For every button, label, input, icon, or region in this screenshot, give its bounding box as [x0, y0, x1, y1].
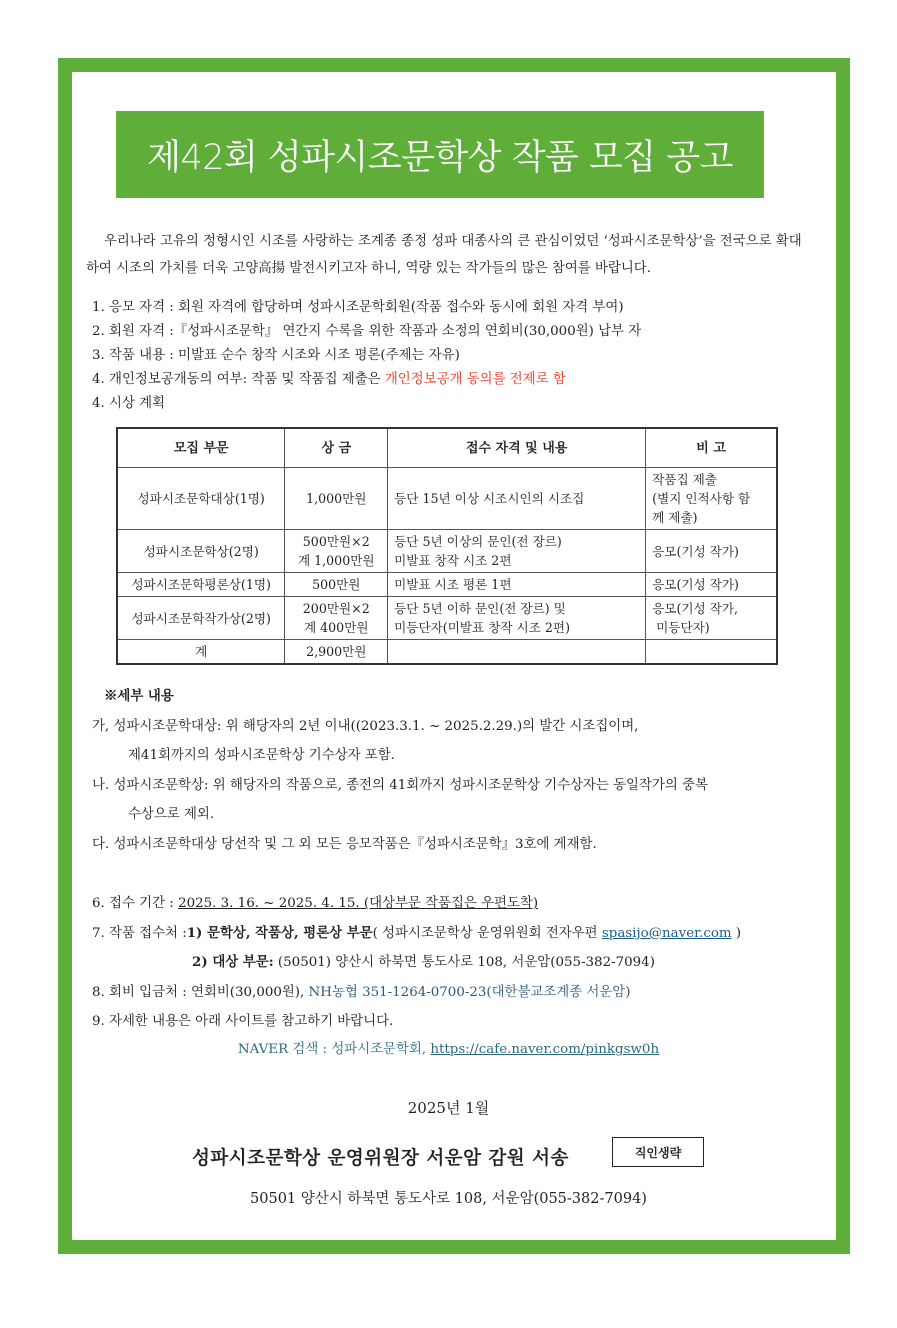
announcement-date: 2025년 1월: [407, 1099, 490, 1117]
period-value: 2025. 3. 16. ~ 2025. 4. 15. (대상부문 작품집은 우편도착): [178, 896, 539, 911]
detail-line: 다. 성파시조문학대상 당선작 및 그 외 모든 응모작품은『성파시조문학』3호에 게재함.: [92, 836, 597, 852]
cell-line: 등단 5년 이하 문인(전 장르) 및: [394, 601, 566, 616]
table-cell: 500만원: [285, 573, 388, 597]
address-line: 50501 양산시 하북면 통도사로 108, 서운암(055-382-7094): [250, 1191, 647, 1207]
cell-line: 계 1,000만원: [297, 553, 375, 568]
table-cell: [388, 640, 646, 665]
table-cell: [646, 640, 777, 665]
table-cell: 계: [117, 640, 285, 665]
table-cell: 응모(기성 작가): [646, 573, 777, 597]
info-line: 9. 자세한 내용은 아래 사이트를 참고하기 바랍니다.: [92, 1014, 394, 1029]
detail-line: 제41회까지의 성파시조문학상 기수상자 포함.: [128, 748, 395, 763]
submit-line-1: [92, 919, 741, 949]
table-cell: 성파시조문학평론상(1명): [117, 573, 285, 597]
cafe-link[interactable]: https://cafe.naver.com/pinkgsw0h: [430, 1042, 660, 1057]
submit-line-2: [92, 948, 741, 978]
detail-line: 수상으로 제외.: [128, 807, 215, 822]
table-cell: [285, 530, 388, 573]
submit-text: ( 성파시조문학상 운영위원회 전자우편: [372, 925, 602, 941]
cell-line: 미발표 창작 시조 2편: [394, 553, 512, 568]
detail-line: 나. 성파시조문학상: 위 해당자의 작품으로, 종전의 41회까지 성파시조문학상 기수상자는 동일작가의 중복: [92, 777, 708, 793]
period-line: [92, 889, 741, 919]
table-cell: 성파시조문학대상(1명): [117, 468, 285, 530]
table-row: [117, 573, 777, 597]
intro-paragraph: 우리나라 고유의 정형시인 시조를 사랑하는 조계종 종정 성파 대종사의 큰 관심이었던 ‘성파시조문학상’을 전국으로 확대하여 시조의 가치를 더욱 고양高揚 발전시키고자 하니, 역량 있는 작가들의 많은 참여를 바랍니다.: [86, 234, 802, 276]
table-cell: [646, 468, 777, 530]
fee-line: [92, 978, 741, 1008]
details-section: [92, 682, 812, 859]
cell-line: 미등단자(미발표 창작 시조 2편): [394, 620, 570, 635]
period-label: 6. 접수 기간 :: [92, 896, 179, 911]
list-item: 1. 응모 자격 : 회원 자격에 합당하며 성파시조문학회원(작품 접수와 동시에 회원 자격 부여): [92, 300, 624, 315]
naver-search-line: [0, 1038, 897, 1057]
cell-line: (별지 인적사항 함: [652, 491, 751, 506]
table-cell: 미발표 시조 평론 1편: [388, 573, 646, 597]
cell-line: 200만원×2: [302, 601, 370, 616]
cell-line: 등단 5년 이상의 문인(전 장르): [394, 534, 562, 549]
email-link[interactable]: spasijo@naver.com: [601, 925, 732, 941]
column-header: 상 금: [285, 428, 388, 468]
table-cell: 2,900만원: [285, 640, 388, 665]
submission-info: [92, 889, 741, 1037]
table-row: [117, 530, 777, 573]
table-row: [117, 640, 777, 665]
seal-omitted-box: 직인생략: [612, 1137, 704, 1167]
requirements-list: [92, 296, 641, 416]
table-cell: 성파시조문학상(2명): [117, 530, 285, 573]
bank-account: NH농협 351-1264-0700-23(대한불교조계종 서운암): [308, 984, 631, 1000]
table-row: [117, 597, 777, 640]
cell-line: 미등단자): [652, 620, 710, 635]
column-header: 비 고: [646, 428, 777, 468]
award-table: [116, 427, 778, 665]
cell-line: 500만원×2: [302, 534, 370, 549]
submit-label: 7. 작품 접수처 :: [92, 925, 187, 941]
list-item: 4. 시상 계획: [92, 396, 166, 411]
column-header: 접수 자격 및 내용: [388, 428, 646, 468]
table-cell: 응모(기성 작가): [646, 530, 777, 573]
list-item: [92, 368, 641, 392]
signature-line: 성파시조문학상 운영위원장 서운암 감원 서송: [192, 1148, 569, 1169]
submit-category: 1) 문학상, 작품상, 평론상 부문: [186, 924, 373, 941]
naver-label: NAVER 검색 : 성파시조문학회,: [237, 1042, 431, 1057]
fee-label: 8. 회비 입금처 : 연회비(30,000원),: [92, 984, 309, 1000]
table-cell: 등단 15년 이상 시조시인의 시조집: [388, 468, 646, 530]
submit-category: 2) 대상 부문:: [192, 954, 274, 970]
list-item: 3. 작품 내용 : 미발표 순수 창작 시조와 시조 평론(주제는 자유): [92, 348, 460, 363]
table-cell: [646, 597, 777, 640]
table-cell: [388, 597, 646, 640]
table-cell: 1,000만원: [285, 468, 388, 530]
cell-line: 작품집 제출: [652, 472, 717, 487]
column-header: 모집 부문: [117, 428, 285, 468]
table-row: [117, 468, 777, 530]
table-cell: [388, 530, 646, 573]
item-text: 4. 개인정보공개동의 여부: 작품 및 작품집 제출은: [92, 372, 385, 387]
table-header-row: [117, 428, 777, 468]
cell-line: 응모(기성 작가,: [652, 601, 739, 616]
table-cell: 성파시조문학작가상(2명): [117, 597, 285, 640]
detail-line: 가, 성파시조문학대상: 위 해당자의 2년 이내((2023.3.1. ~ 2025.2.29.)의 발간 시조집이며,: [92, 718, 639, 734]
page-title: 제42회 성파시조문학상 작품 모집 공고: [116, 111, 764, 198]
cell-line: 께 제출): [652, 510, 698, 525]
submit-close: ): [731, 925, 742, 941]
privacy-highlight: 개인정보공개 동의를 전제로 함: [384, 372, 566, 387]
cell-line: 계 400만원: [303, 620, 369, 635]
list-item: 2. 회원 자격 :『성파시조문학』 연간지 수록을 위한 작품과 소정의 연회비(30,000원) 납부 자: [92, 324, 642, 339]
table-cell: [285, 597, 388, 640]
details-heading: ※세부 내용: [104, 688, 174, 704]
submit-text: (50501) 양산시 하북면 통도사로 108, 서운암(055-382-7094): [273, 955, 655, 970]
